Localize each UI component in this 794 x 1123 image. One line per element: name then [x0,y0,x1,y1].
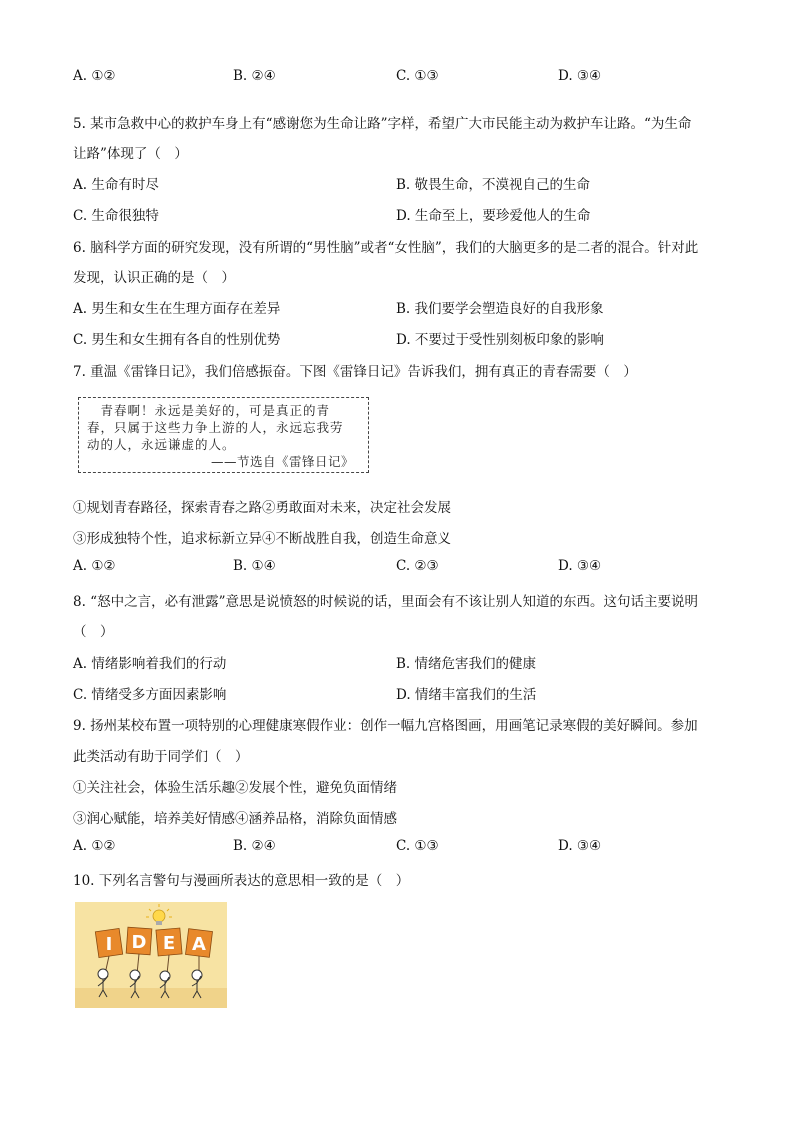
comic-letter-e: E [162,933,176,954]
q7-statement-line2: ③形成独特个性，追求标新立异④不断战胜自我，创造生命意义 [73,531,451,547]
quote-line-1: 青春啊！永远是美好的，可是真正的青 [87,403,331,418]
quote-line-3: 动的人，永远谦虚的人。 [87,437,236,452]
q8-option-d[interactable]: D. 情绪丰富我们的生活 [396,687,537,703]
q6-option-d[interactable]: D. 不要过于受性别刻板印象的影响 [396,332,604,348]
q8-option-b[interactable]: B. 情绪危害我们的健康 [396,656,537,672]
q6-option-c[interactable]: C. 男生和女生拥有各自的性别优势 [73,332,281,348]
q9-stem-line2: 此类活动有助于同学们（ ） [73,749,249,765]
q7-option-a[interactable]: A. ①② [73,558,116,574]
q5-option-d[interactable]: D. 生命至上，要珍爱他人的生命 [396,208,591,224]
leifeng-diary-quote [78,397,369,473]
q10-stem-line1: 10. 下列名言警句与漫画所表达的意思相一致的是（ ） [73,873,410,889]
q4-option-b[interactable]: B. ②④ [233,68,276,84]
q5-stem-line1: 5. 某市急救中心的救护车身上有“感谢您为生命让路”字样，希望广大市民能主动为救护车让路。“为生命 [73,116,692,132]
q8-option-c[interactable]: C. 情绪受多方面因素影响 [73,687,227,703]
quote-source: ——节选自《雷锋日记》 [210,454,354,469]
q6-stem-line2: 发现，认识正确的是（ ） [73,270,235,286]
q7-statement-line1: ①规划青春路径，探索青春之路②勇敢面对未来，决定社会发展 [73,500,451,516]
q6-option-a[interactable]: A. 男生和女生在生理方面存在差异 [73,301,281,317]
q7-option-c[interactable]: C. ②③ [396,558,439,574]
q5-option-c[interactable]: C. 生命很独特 [73,208,159,224]
q8-stem-line1: 8. “怒中之言，必有泄露”意思是说愤怒的时候说的话，里面会有不该让别人知道的东西。这句话主要说明 [73,594,698,610]
q8-option-a[interactable]: A. 情绪影响着我们的行动 [73,656,227,672]
q4-option-c[interactable]: C. ①③ [396,68,439,84]
idea-teamwork-comic [75,902,227,1008]
comic-letter-i-group [95,928,122,957]
q7-option-b[interactable]: B. ①④ [233,558,276,574]
comic-ground [75,988,227,1008]
q9-statement-line1: ①关注社会，体验生活乐趣②发展个性，避免负面情绪 [73,780,397,796]
q6-stem-line1: 6. 脑科学方面的研究发现，没有所谓的“男性脑”或者“女性脑”，我们的大脑更多的是二者的混合。针对此 [73,240,699,256]
q4-option-a[interactable]: A. ①② [73,68,116,84]
q5-option-b[interactable]: B. 敬畏生命，不漠视自己的生命 [396,177,591,193]
q7-option-d[interactable]: D. ③④ [558,558,602,574]
comic-letter-a: A [192,934,206,955]
q8-stem-line2: （ ） [73,624,114,640]
comic-letter-d: D [131,932,147,953]
comic-letter-a-group [186,929,213,958]
comic-letter-d-group [126,927,152,955]
q9-stem-line1: 9. 扬州某校布置一项特别的心理健康寒假作业：创作一幅九宫格图画，用画笔记录寒假的美好瞬间。参加 [73,718,698,734]
comic-letter-i: I [105,934,113,955]
q6-option-b[interactable]: B. 我们要学会塑造良好的自我形象 [396,301,604,317]
q4-option-d[interactable]: D. ③④ [558,68,602,84]
q7-stem-line1: 7. 重温《雷锋日记》，我们倍感振奋。下图《雷锋日记》告诉我们，拥有真正的青春需要（ ） [73,364,637,380]
q5-stem-line2: 让路”体现了（ ） [73,146,188,162]
q5-option-a[interactable]: A. 生命有时尽 [73,177,159,193]
quote-line-2: 春，只属于这些力争上游的人，永远忘我劳 [87,420,344,435]
q9-option-d[interactable]: D. ③④ [558,838,602,854]
q9-option-c[interactable]: C. ①③ [396,838,439,854]
q9-option-a[interactable]: A. ①② [73,838,116,854]
comic-letter-e-group [156,928,182,956]
q9-option-b[interactable]: B. ②④ [233,838,276,854]
q9-statement-line2: ③润心赋能，培养美好情感④涵养品格，消除负面情感 [73,811,397,827]
